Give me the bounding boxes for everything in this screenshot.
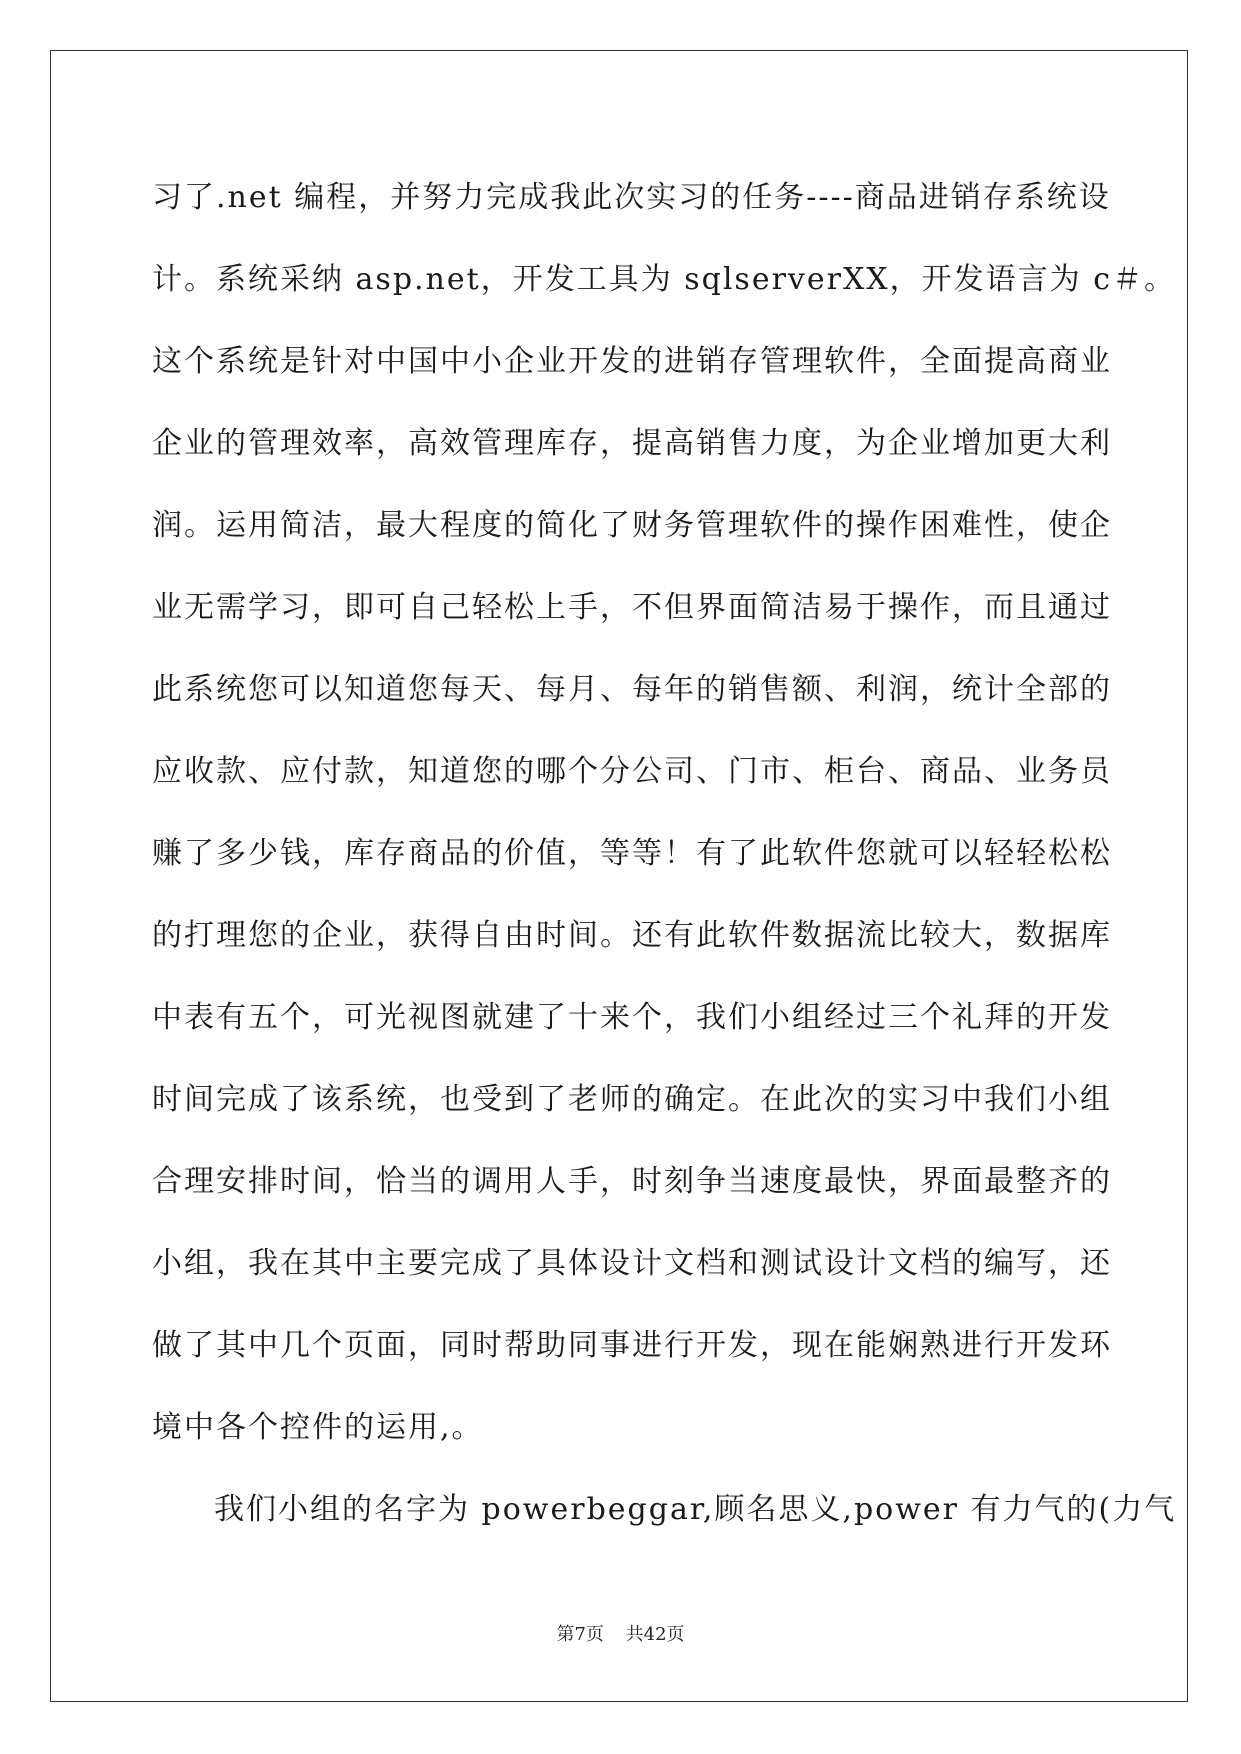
paragraph-line: 应收款、应付款，知道您的哪个分公司、门市、柜台、商品、业务员 bbox=[152, 754, 1112, 789]
page-total: 共42页 bbox=[625, 1624, 685, 1645]
paragraph-line: 我们小组的名字为 powerbeggar,顾名思义,power 有力气的(力气 bbox=[214, 1492, 1177, 1527]
document-body bbox=[152, 157, 1177, 1551]
paragraph-line: 润。运用简洁，最大程度的简化了财务管理软件的操作困难性，使企 bbox=[152, 508, 1112, 543]
paragraph-line: 做了其中几个页面，同时帮助同事进行开发，现在能娴熟进行开发环 bbox=[152, 1328, 1112, 1363]
paragraph-line: 企业的管理效率，高效管理库存，提高销售力度，为企业增加更大利 bbox=[152, 426, 1112, 461]
paragraph-line: 这个系统是针对中国中小企业开发的进销存管理软件，全面提高商业 bbox=[152, 344, 1112, 379]
paragraph-line: 的打理您的企业，获得自由时间。还有此软件数据流比较大，数据库 bbox=[152, 918, 1112, 953]
page-number: 第7页 bbox=[556, 1624, 604, 1645]
paragraph-line: 时间完成了该系统，也受到了老师的确定。在此次的实习中我们小组 bbox=[152, 1082, 1112, 1117]
paragraph-line: 习了.net 编程，并努力完成我此次实习的任务----商品进销存系统设 bbox=[152, 180, 1111, 215]
paragraph-line: 赚了多少钱，库存商品的价值，等等！有了此软件您就可以轻轻松松 bbox=[152, 836, 1112, 871]
paragraph-line: 小组，我在其中主要完成了具体设计文档和测试设计文档的编写，还 bbox=[152, 1246, 1112, 1281]
paragraph-line: 合理安排时间，恰当的调用人手，时刻争当速度最快，界面最整齐的 bbox=[152, 1164, 1112, 1199]
paragraph-line: 计。系统采纳 asp.net，开发工具为 sqlserverXX，开发语言为 c＃。 bbox=[152, 262, 1177, 297]
page-footer bbox=[0, 1620, 1241, 1646]
paragraph-line: 业无需学习，即可自己轻松上手，不但界面简洁易于操作，而且通过 bbox=[152, 590, 1112, 625]
paragraph-line: 境中各个控件的运用,。 bbox=[152, 1410, 484, 1445]
paragraph-line: 此系统您可以知道您每天、每月、每年的销售额、利润，统计全部的 bbox=[152, 672, 1112, 707]
paragraph-line: 中表有五个，可光视图就建了十来个，我们小组经过三个礼拜的开发 bbox=[152, 1000, 1112, 1035]
